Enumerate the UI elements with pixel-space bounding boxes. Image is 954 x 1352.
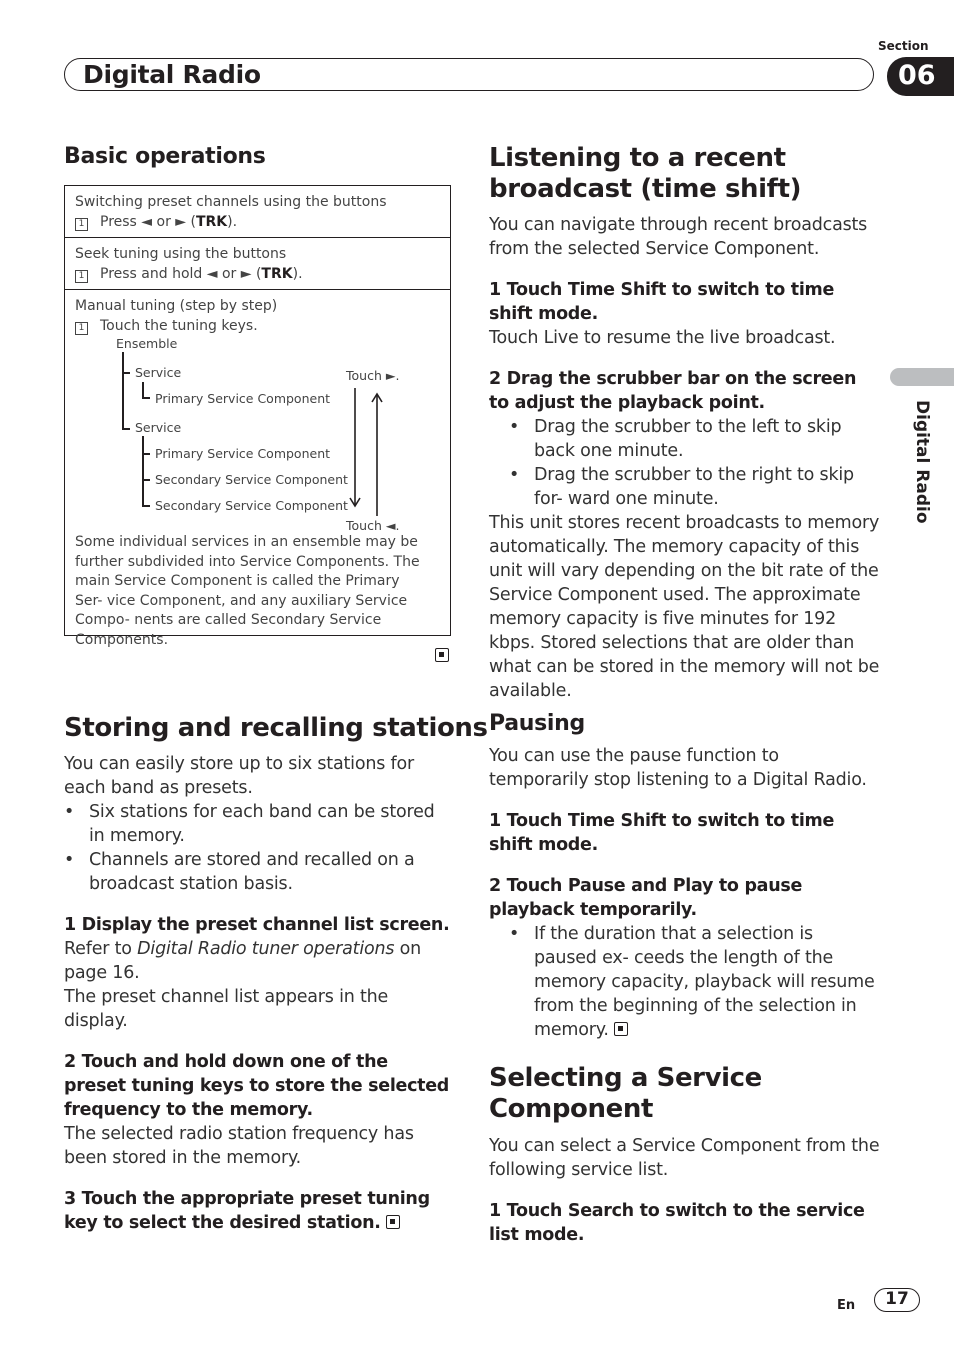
storing-content: [64, 752, 454, 1235]
row-text: Press ◄ or ► (: [100, 214, 196, 230]
end-mark-icon: [435, 648, 449, 662]
pausing-step-1: 1 Touch Time Shift to switch to time shift mode.: [489, 811, 835, 855]
table-note: Some individual services in an ensemble may be further subdivided into Service Components. The main Service Component is called the Primary Ser- vice Component, and any auxiliary Service Compo- nents are called Secondary Service Components.: [75, 534, 420, 648]
row-text-tail: ).: [227, 214, 238, 230]
time-shift-step-1: 1 Touch Time Shift to switch to time shift mode.: [489, 280, 835, 324]
storing-step-1-text-2: The preset channel list appears in the display.: [64, 987, 389, 1031]
selecting-step-1: 1 Touch Search to switch to the service list mode.: [489, 1201, 865, 1245]
cross-reference: Digital Radio tuner operations: [137, 939, 395, 959]
touch-right-label: Touch ►.: [346, 368, 400, 383]
storing-heading: Storing and recalling stations: [64, 713, 488, 743]
section-label: Section: [878, 39, 929, 53]
section-number-badge: [887, 57, 954, 96]
pausing-bullets: [489, 922, 881, 1042]
tree-line: [142, 505, 150, 507]
storing-bullet: • Six stations for each band can be stored in memory.: [64, 800, 454, 848]
tree-line: [142, 382, 144, 398]
row-text-bold: TRK: [261, 266, 293, 282]
tree-primary-component-2: Primary Service Component: [155, 446, 331, 461]
side-tab-bar: [890, 368, 954, 386]
pausing-step-2: 2 Touch Pause and Play to pause playback temporarily.: [489, 876, 803, 920]
tree-line: [142, 479, 150, 481]
tree-line: [142, 436, 144, 506]
row-title: Switching preset channels using the buttons: [75, 194, 387, 210]
selecting-heading: Selecting a Service Component: [489, 1063, 762, 1124]
selecting-intro: You can select a Service Component from the following service list.: [489, 1136, 880, 1180]
end-mark-icon: [614, 1022, 628, 1036]
end-mark-icon: [386, 1215, 400, 1229]
arrow-down-icon: [349, 388, 361, 510]
pausing-bullet: [509, 922, 881, 1042]
basic-operations-table: [64, 185, 451, 648]
time-shift-content: [489, 213, 881, 703]
storing-step-3-wrap: [64, 1187, 454, 1235]
pausing-heading: Pausing: [489, 711, 585, 736]
step-number-box: 1: [75, 218, 88, 231]
storing-bullet: • Channels are stored and recalled on a broadcast station basis.: [64, 848, 454, 896]
time-shift-bullets: [489, 415, 881, 511]
tree-line: [122, 428, 130, 430]
tree-line: [142, 397, 150, 399]
arrow-up-icon: [371, 392, 383, 516]
time-shift-step-2: 2 Drag the scrubber bar on the screen to adjust the playback point.: [489, 369, 857, 413]
tree-line: [122, 352, 124, 429]
tree-ensemble: Ensemble: [116, 336, 178, 351]
storing-step-2-text: The selected radio station frequency has been stored in the memory.: [64, 1124, 414, 1168]
pausing-content: [489, 744, 881, 1042]
storing-step-1-text: [64, 937, 454, 985]
step-number-box: 1: [75, 322, 88, 335]
text-part: Refer to: [64, 939, 138, 959]
row-text: Touch the tuning keys.: [100, 318, 258, 334]
storing-step-2: 2 Touch and hold down one of the preset tuning keys to store the selected frequency to the memory.: [64, 1052, 450, 1120]
storing-step-1: 1 Display the preset channel list screen.: [64, 915, 450, 935]
tree-line: [142, 453, 150, 455]
page-number: 17: [885, 1289, 909, 1309]
row-text-tail: ).: [292, 266, 303, 282]
pausing-intro: You can use the pause function to temporarily stop listening to a Digital Radio.: [489, 746, 867, 790]
table-row-seek: [65, 237, 450, 289]
tree-service-1: Service: [135, 365, 182, 380]
time-shift-bullet: • Drag the scrubber to the right to skip for- ward one minute.: [509, 463, 881, 511]
tree-primary-component-1: Primary Service Component: [155, 391, 331, 406]
time-shift-bullet: • Drag the scrubber to the left to skip back one minute.: [509, 415, 881, 463]
table-row-preset: [65, 186, 450, 237]
tree-secondary-component-1: Secondary Service Component: [155, 472, 348, 487]
time-shift-intro: You can navigate through recent broadcasts from the selected Service Component.: [489, 215, 868, 259]
footer-language: En: [837, 1298, 856, 1313]
row-text-bold: TRK: [195, 214, 228, 230]
touch-left-label: Touch ◄.: [346, 518, 400, 533]
side-tab-label: Digital Radio: [912, 400, 932, 524]
time-shift-step-1-text: Touch Live to resume the live broadcast.: [489, 328, 836, 348]
storing-step-3: 3 Touch the appropriate preset tuning key to select the desired station.: [64, 1189, 430, 1233]
tree-line: [122, 372, 130, 374]
row-title: Seek tuning using the buttons: [75, 246, 287, 262]
row-title: Manual tuning (step by step): [75, 298, 278, 314]
title-bar: [64, 58, 874, 91]
table-row-manual: [65, 289, 450, 648]
selecting-content: [489, 1134, 881, 1247]
tree-service-2: Service: [135, 420, 182, 435]
tree-secondary-component-2: Secondary Service Component: [155, 498, 348, 513]
row-text: Press and hold ◄ or ► (: [100, 266, 262, 282]
storing-intro: You can easily store up to six stations for each band as presets.: [64, 754, 414, 798]
pausing-bullet-text: If the duration that a selection is paused ex- ceeds the length of the memory capacity, playback will resume from the beginning of the selection in memory.: [534, 924, 875, 1040]
page-number-badge: [874, 1288, 920, 1312]
page-title: Digital Radio: [83, 60, 261, 89]
time-shift-heading: Listening to a recent broadcast (time shift): [489, 143, 802, 204]
basic-operations-heading: Basic operations: [64, 144, 266, 169]
text-part: on page 16.: [64, 939, 422, 983]
section-number: 06: [898, 60, 936, 91]
step-number-box: 1: [75, 270, 88, 283]
time-shift-paragraph: This unit stores recent broadcasts to memory automatically. The memory capacity of this unit will vary depending on the bit rate of the Service Component used. The approximate memory capacity is five minutes for 192 kbps. Stored selections that are older than what can be stored in the memory will not be available.: [489, 513, 880, 701]
